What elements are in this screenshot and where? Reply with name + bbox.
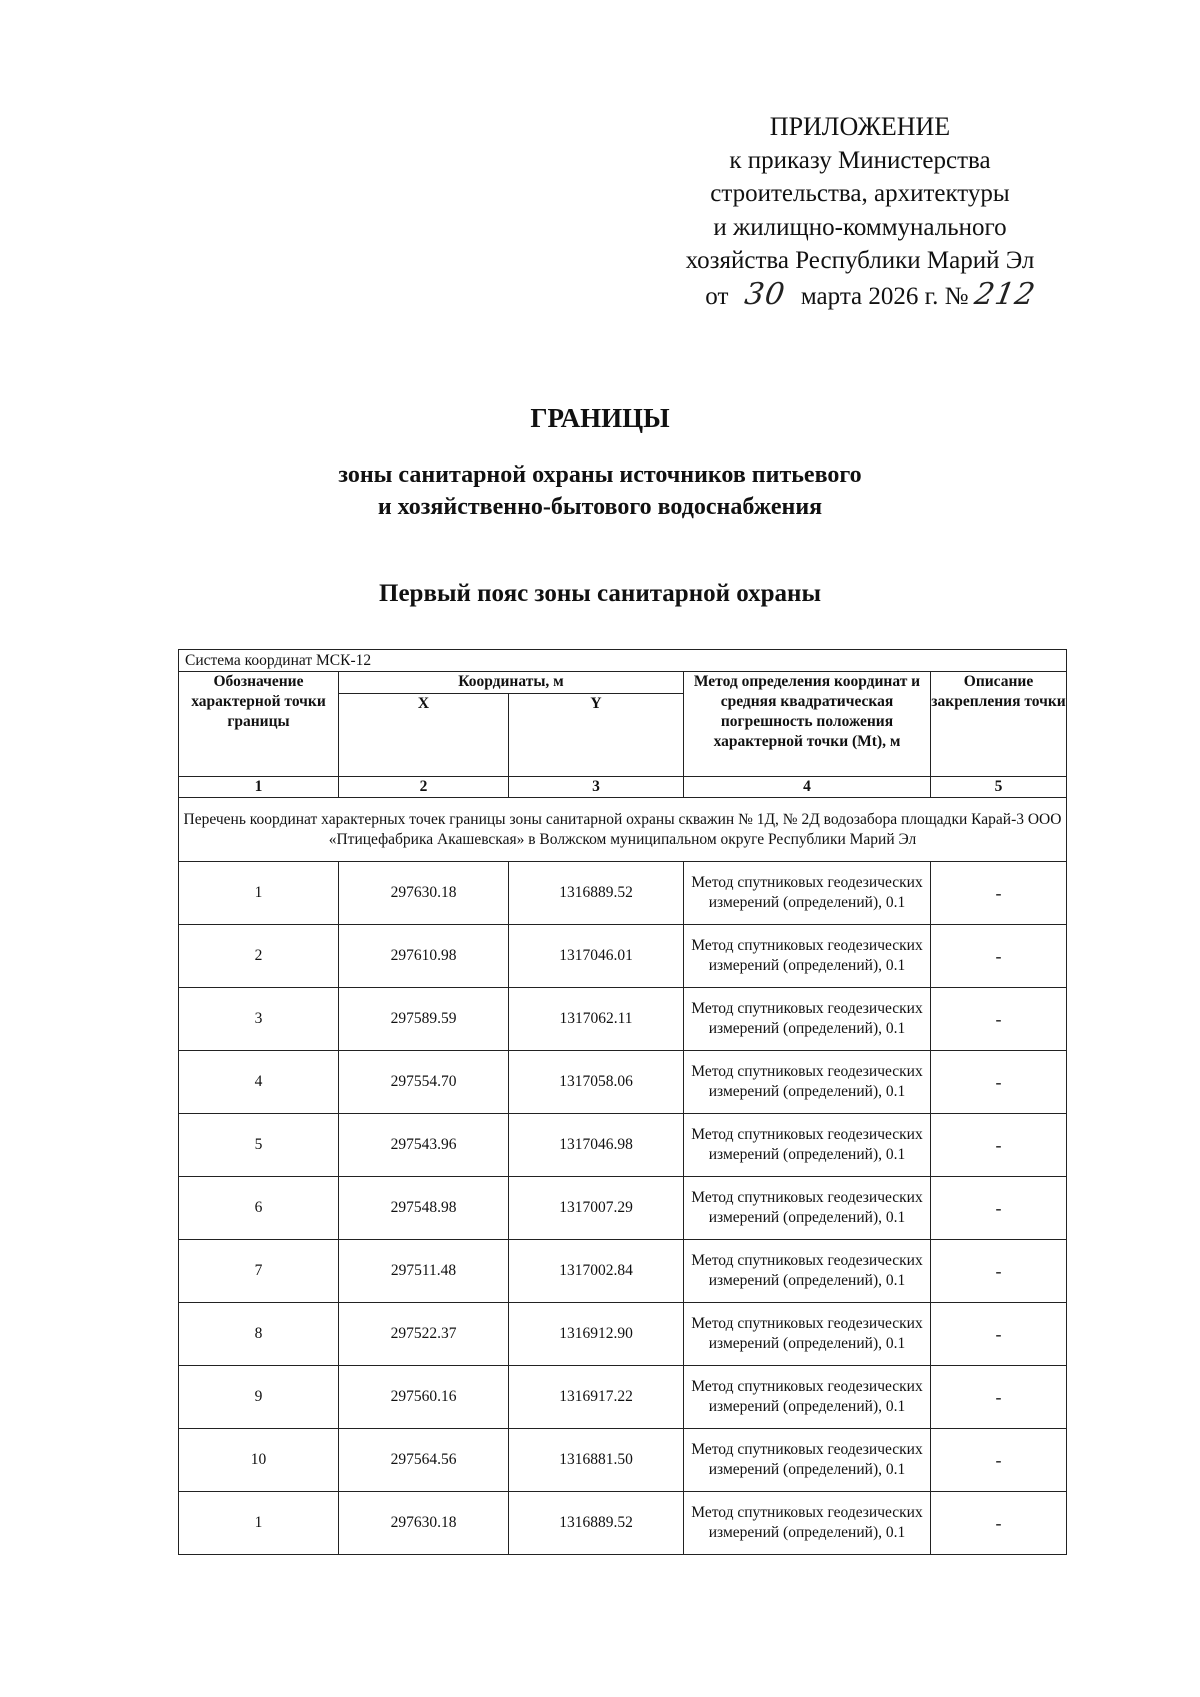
point-cell: 1 bbox=[179, 1492, 339, 1555]
table-row bbox=[179, 1051, 1067, 1114]
table-row bbox=[179, 1366, 1067, 1429]
appendix-line: строительства, архитектуры bbox=[710, 180, 1010, 207]
x-cell: 297564.56 bbox=[339, 1429, 509, 1492]
table-row bbox=[179, 1429, 1067, 1492]
belt-title: Первый пояс зоны санитарной охраны bbox=[379, 580, 821, 607]
appendix-date-line bbox=[640, 278, 1080, 314]
x-cell: 297560.16 bbox=[339, 1366, 509, 1429]
x-cell: 297511.48 bbox=[339, 1240, 509, 1303]
y-cell: 1316917.22 bbox=[509, 1366, 684, 1429]
subtitle-line: зоны санитарной охраны источников питьевого bbox=[338, 462, 862, 488]
x-cell: 297630.18 bbox=[339, 1492, 509, 1555]
method-cell: Метод спутниковых геодезических измерений (определений), 0.1 bbox=[684, 1177, 931, 1240]
description-cell: - bbox=[931, 1366, 1067, 1429]
method-cell: Метод спутниковых геодезических измерений (определений), 0.1 bbox=[684, 1114, 931, 1177]
point-cell: 8 bbox=[179, 1303, 339, 1366]
method-cell: Метод спутниковых геодезических измерений (определений), 0.1 bbox=[684, 862, 931, 925]
appendix-title: ПРИЛОЖЕНИЕ bbox=[769, 112, 951, 141]
point-cell: 6 bbox=[179, 1177, 339, 1240]
appendix-line: к приказу Министерства bbox=[729, 146, 991, 174]
table-row bbox=[179, 1492, 1067, 1555]
header-coords: Координаты, м bbox=[339, 672, 684, 694]
y-cell: 1317007.29 bbox=[509, 1177, 684, 1240]
y-cell: 1317002.84 bbox=[509, 1240, 684, 1303]
date-prefix: от bbox=[705, 282, 729, 310]
header-y: Y bbox=[509, 694, 684, 777]
header-row bbox=[179, 672, 1067, 694]
method-cell: Метод спутниковых геодезических измерений (определений), 0.1 bbox=[684, 925, 931, 988]
point-cell: 7 bbox=[179, 1240, 339, 1303]
y-cell: 1317062.11 bbox=[509, 988, 684, 1051]
table-row bbox=[179, 988, 1067, 1051]
point-cell: 4 bbox=[179, 1051, 339, 1114]
column-number: 2 bbox=[339, 777, 509, 798]
coordinate-system-row bbox=[179, 650, 1067, 672]
appendix-line: и жилищно-коммунального bbox=[713, 213, 1007, 241]
y-cell: 1316912.90 bbox=[509, 1303, 684, 1366]
coordinates-table bbox=[178, 649, 1067, 1555]
x-cell: 297589.59 bbox=[339, 988, 509, 1051]
document-subtitle bbox=[0, 459, 1200, 523]
description-cell: - bbox=[931, 925, 1067, 988]
y-cell: 1316889.52 bbox=[509, 1492, 684, 1555]
table-row bbox=[179, 1240, 1067, 1303]
point-cell: 10 bbox=[179, 1429, 339, 1492]
column-number: 5 bbox=[931, 777, 1067, 798]
y-cell: 1317058.06 bbox=[509, 1051, 684, 1114]
column-numbers-row bbox=[179, 777, 1067, 798]
appendix-line: хозяйства Республики Марий Эл bbox=[685, 247, 1035, 274]
column-number: 4 bbox=[684, 777, 931, 798]
method-cell: Метод спутниковых геодезических измерений (определений), 0.1 bbox=[684, 1051, 931, 1114]
table-row bbox=[179, 1114, 1067, 1177]
point-cell: 1 bbox=[179, 862, 339, 925]
date-rest: марта 2026 г. № bbox=[800, 282, 969, 310]
y-cell: 1317046.98 bbox=[509, 1114, 684, 1177]
header-method: Метод определения координат и средняя квадратическая погрешность положения характерной точки (Mt), м bbox=[684, 672, 931, 777]
table-row bbox=[179, 862, 1067, 925]
y-cell: 1316889.52 bbox=[509, 862, 684, 925]
description-cell: - bbox=[931, 1303, 1067, 1366]
description-cell: - bbox=[931, 1240, 1067, 1303]
x-cell: 297630.18 bbox=[339, 862, 509, 925]
handwritten-order-number: 212 bbox=[971, 276, 1039, 312]
method-cell: Метод спутниковых геодезических измерений (определений), 0.1 bbox=[684, 1303, 931, 1366]
method-cell: Метод спутниковых геодезических измерений (определений), 0.1 bbox=[684, 1429, 931, 1492]
method-cell: Метод спутниковых геодезических измерений (определений), 0.1 bbox=[684, 988, 931, 1051]
appendix-block bbox=[640, 110, 1080, 313]
coordinate-system: Система координат МСК-12 bbox=[179, 650, 1067, 672]
description-cell: - bbox=[931, 988, 1067, 1051]
table-row bbox=[179, 1303, 1067, 1366]
description-cell: - bbox=[931, 1051, 1067, 1114]
point-cell: 5 bbox=[179, 1114, 339, 1177]
column-number: 3 bbox=[509, 777, 684, 798]
header-point: Обозначение характерной точки границы bbox=[179, 672, 339, 777]
description-cell: - bbox=[931, 1429, 1067, 1492]
y-cell: 1316881.50 bbox=[509, 1429, 684, 1492]
description-cell: - bbox=[931, 1177, 1067, 1240]
caption-row bbox=[179, 798, 1067, 862]
method-cell: Метод спутниковых геодезических измерений (определений), 0.1 bbox=[684, 1366, 931, 1429]
table-caption: Перечень координат характерных точек границы зоны санитарной охраны скважин № 1Д, № 2Д водозабора площадки Карай-3 ООО «Птицефабрика Акашевская» в Волжском муниципальном округе Республики Марий Эл bbox=[179, 798, 1067, 862]
description-cell: - bbox=[931, 1114, 1067, 1177]
handwritten-day: 30 bbox=[742, 276, 788, 312]
x-cell: 297554.70 bbox=[339, 1051, 509, 1114]
point-cell: 3 bbox=[179, 988, 339, 1051]
point-cell: 9 bbox=[179, 1366, 339, 1429]
description-cell: - bbox=[931, 1492, 1067, 1555]
method-cell: Метод спутниковых геодезических измерений (определений), 0.1 bbox=[684, 1492, 931, 1555]
header-x: X bbox=[339, 694, 509, 777]
x-cell: 297522.37 bbox=[339, 1303, 509, 1366]
x-cell: 297543.96 bbox=[339, 1114, 509, 1177]
x-cell: 297548.98 bbox=[339, 1177, 509, 1240]
description-cell: - bbox=[931, 862, 1067, 925]
column-number: 1 bbox=[179, 777, 339, 798]
x-cell: 297610.98 bbox=[339, 925, 509, 988]
header-description: Описание закрепления точки bbox=[931, 672, 1067, 777]
document-title: ГРАНИЦЫ bbox=[530, 403, 670, 433]
y-cell: 1317046.01 bbox=[509, 925, 684, 988]
table-row bbox=[179, 1177, 1067, 1240]
method-cell: Метод спутниковых геодезических измерений (определений), 0.1 bbox=[684, 1240, 931, 1303]
table-row bbox=[179, 925, 1067, 988]
point-cell: 2 bbox=[179, 925, 339, 988]
subtitle-line: и хозяйственно-бытового водоснабжения bbox=[377, 494, 823, 520]
